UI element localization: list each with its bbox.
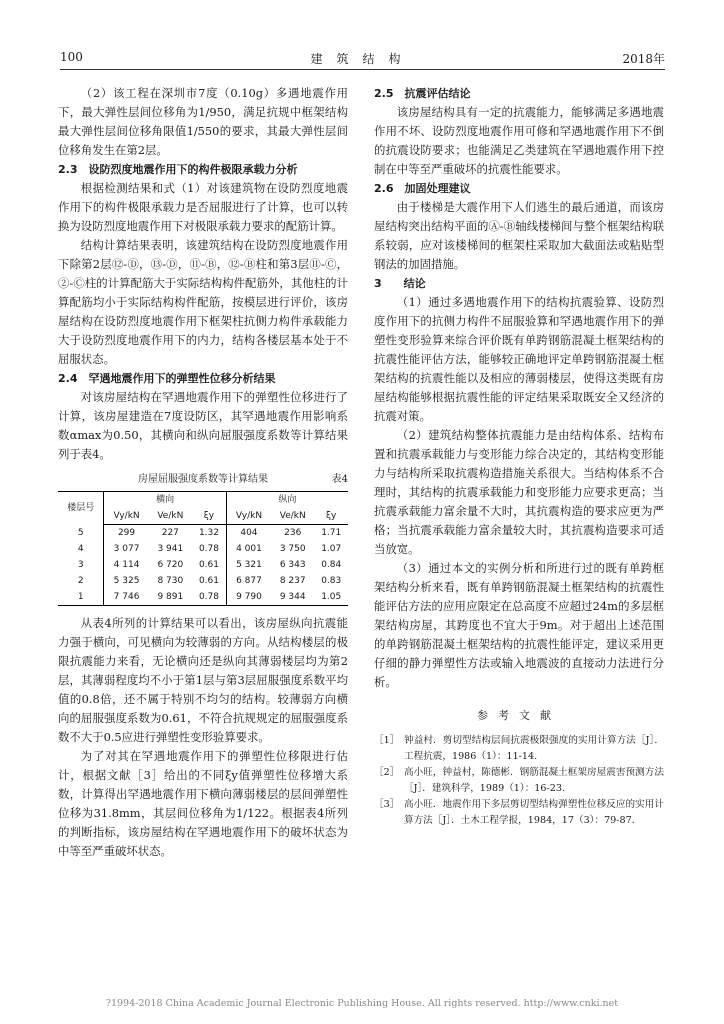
table-cell: 1.05 (314, 589, 348, 606)
reference-text: 高小旺．地震作用下多层剪切型结构弹塑性位移反应的实用计算方法［J］．土木工程学报，1984，17（3）：79-87. (404, 799, 664, 826)
table-cell: 4 114 (113, 560, 140, 570)
paragraph: 对该房屋结构在罕遇地震作用下的弹塑性位移进行了计算，该房屋建造在7度设防区，其罕遇地震作用影响系数αmax为0.50，其横向和纵向屈服强度系数等计算结果列于表4。 (58, 390, 348, 461)
table-cell: 6 720 (157, 560, 184, 570)
paragraph: （2）建筑结构整体抗震能力是由结构体系、结构布置和抗震承载能力与变形能力综合决定的，其结构变形能力与结构所采取抗震构造措施关系很大。当结构体系不合理时，其结构的抗震承载能力和变形能力应要求更高；当抗震承载能力富余量不大时，其抗震构造的要求应更为严格；当抗震承载能力富余量较大时，其抗震构造要求可适当放宽。 (374, 428, 664, 556)
floor-header: 楼层号 (58, 492, 104, 525)
section-heading: 2.5 抗震评估结论 (374, 87, 471, 100)
table-cell: 1.32 (192, 525, 226, 542)
table-cell: 2 (58, 573, 104, 589)
longitudinal-header: 纵向 (226, 492, 348, 509)
table-cell: 5 (58, 525, 104, 542)
table-row (58, 541, 348, 557)
copyright-footer: ?1994-2018 China Academic Journal Electronic Publishing House. All rights reserved. http://www.cnki.net (105, 998, 619, 1009)
header-rule (60, 69, 665, 70)
table-cell: 0.78 (192, 541, 226, 557)
table-cell: 5 325 (113, 576, 140, 586)
table-number: 表4 (331, 474, 348, 485)
section-heading: 2.6 加固处理建议 (374, 182, 471, 195)
paragraph: 从表4所列的计算结果可以看出，该房屋纵向抗震能力强于横向，可见横向为较薄弱的方向。从结构楼层的极限抗震能力来看，无论横向还是纵向其薄弱楼层均为第2层，其薄弱程度均不小于第1层与第3层屈服强度系数平均值的0.8倍，还不属于特别不均匀的结构。较薄弱方向横向的屈服强度系数为0.61，不符合抗规规定的屈服强度系数不大于0.5应进行弹塑性变形验算要求。 (58, 616, 348, 744)
sub-header: Vy/kN (226, 508, 271, 525)
table-cell: 3 941 (157, 544, 184, 554)
reference-item (374, 797, 664, 829)
table-cell: 9 891 (149, 589, 192, 606)
reference-item (374, 765, 664, 797)
paragraph: 结构计算结果表明，该建筑结构在设防烈度地震作用下除第2层⑫-Ⓓ，⑬-Ⓓ，⑪-Ⓑ，⑫-Ⓑ柱和第3层⑪-Ⓒ，②-Ⓒ柱的计算配筋大于实际结构构件配筋外，其他柱的计算配筋均小于实际结构构件配筋，按模层进行评价，该房屋结构在设防烈度地震作用下框架柱抗侧力构件承载能力大于设防烈度地震作用下的内力，结构各楼层基本处于不屈服状态。 (58, 238, 348, 366)
table-cell: 236 (284, 528, 302, 538)
paragraph: （1）通过多遇地震作用下的结构抗震验算、设防烈度作用下的抗侧力构件不屈服验算和罕遇地震作用下的弹塑性变形验算来综合评价既有单跨钢筋混凝土框架结构的抗震性能评估方法，能够较正确地评定单跨钢筋混凝土框架结构的抗震性能以及相应的薄弱楼层，使得这类既有房屋结构能够根据抗震性能的评定结果采取既安全又经济的抗震对策。 (374, 295, 664, 423)
sub-header: ξy (192, 508, 226, 525)
sub-header: Vy/kN (104, 508, 149, 525)
running-header (60, 50, 665, 70)
table-cell: 5 321 (236, 560, 262, 570)
table-cell: 6 343 (279, 560, 306, 570)
reference-number: ［2］ (374, 767, 400, 778)
table-cell: 3 750 (279, 544, 306, 554)
right-column (374, 84, 664, 829)
sub-header: ξy (314, 508, 348, 525)
table-cell: 9 790 (226, 589, 271, 606)
table-cell: 6 877 (236, 576, 262, 586)
page-number: 100 (60, 50, 83, 64)
table-row (58, 589, 348, 606)
transverse-header: 横向 (104, 492, 226, 509)
table-cell: 4 (58, 541, 104, 557)
table-cell: 299 (117, 528, 136, 538)
table-row (58, 573, 348, 589)
paragraph: （2）该工程在深圳市7度（0.10g）多遇地震作用下，最大弹性层间位移角为1/950，满足抗规中框架结构最大弹性层间位移角限值1/550的要求，其最大弹性层间位移角发生在第2层。 (58, 86, 348, 157)
table-cell: 0.61 (192, 573, 226, 589)
table-cell: 9 344 (271, 589, 314, 606)
table-cell: 1.71 (321, 528, 342, 538)
table-cell: 4 001 (236, 544, 262, 554)
table-cell: 0.83 (321, 576, 342, 586)
reference-item (374, 733, 664, 765)
table-row (58, 557, 348, 573)
reference-text: 高小旺，钟益村，陈德彬．钢筋混凝土框架房屋震害预测方法［J］．建筑科学，1989（1）：16-23. (404, 767, 664, 794)
paragraph: 为了对其在罕遇地震作用下的弹塑性位移限进行估计，根据文献［3］给出的不同ξy值弹塑性位移增大系数，计算得出罕遇地震作用下横向薄弱楼层的层间弹塑性位移为31.8mm，其层间位移角为1/122。根据表4所列的判断指标，该房屋结构在罕遇地震作用下的破坏状态为中等至严重破坏状态。 (58, 749, 348, 858)
paragraph: （3）通过本文的实例分析和所进行过的既有单跨框架结构分析来看，既有单跨钢筋混凝土框架结构的抗震性能评估方法的应用应限定在总高度不应超过24m的多层框架结构房屋，其跨度也不宜大于9m。对于超出上述范围的单跨钢筋混凝土框架结构的抗震性能评定，建议采用更仔细的静力弹塑性方法或输入地震波的直接动力法进行分析。 (374, 561, 664, 689)
reference-number: ［1］ (374, 735, 400, 746)
journal-year: 2018年 (622, 52, 665, 66)
section-heading: 3 结论 (374, 277, 426, 290)
yield-strength-table (58, 491, 348, 606)
table-cell: 0.78 (192, 589, 226, 606)
reference-number: ［3］ (374, 799, 400, 810)
table-cell: 1.07 (321, 544, 342, 554)
left-column (58, 84, 348, 861)
table-cell: 227 (161, 528, 179, 538)
table-cell: 8 730 (157, 576, 184, 586)
table-cell: 404 (240, 528, 258, 538)
sub-header: Ve/kN (271, 508, 314, 525)
section-heading: 2.4 罕遇地震作用下的弹塑性位移分析结果 (58, 372, 276, 385)
table-cell: 0.61 (192, 557, 226, 573)
section-heading: 2.3 设防烈度地震作用下的构件极限承载力分析 (58, 163, 298, 176)
table-cell: 0.84 (321, 560, 342, 570)
journal-title: 建筑结构 (310, 52, 415, 66)
table-cell: 7 746 (104, 589, 149, 606)
references-heading: 参考文献 (477, 709, 561, 722)
table-cell: 1 (58, 589, 104, 606)
table-title: 房屋屈服强度系数等计算结果 (138, 474, 268, 485)
reference-text: 钟益村．剪切型结构层间抗震极限强度的实用计算方法［J］．工程抗震，1986（1）：11-14. (404, 735, 664, 762)
table-cell: 3 077 (113, 544, 140, 554)
table-cell: 8 237 (279, 576, 306, 586)
paragraph: 根据检测结果和式（1）对该建筑物在设防烈度地震作用下的构件极限承载力是否屈服进行了计算，也可以转换为设防烈度地震作用下对极限承载力要求的配筋计算。 (58, 181, 348, 233)
paragraph: 该房屋结构具有一定的抗震能力，能够满足多遇地震作用不坏、设防烈度地震作用可修和罕遇地震作用下不倒的抗震设防要求；也能满足乙类建筑在罕遇地震作用下控制在中等至严重破坏的抗震性能要求。 (374, 105, 664, 176)
table-caption (58, 470, 348, 489)
table-row (58, 525, 348, 542)
paragraph: 由于楼梯是大震作用下人们逃生的最后通道，而该房屋结构突出结构平面的Ⓐ-Ⓑ轴线楼梯间与整个框架结构联系较弱，应对该楼梯间的框架柱采取加大截面法或粘贴型钢法的加固措施。 (374, 200, 664, 271)
sub-header: Ve/kN (149, 508, 192, 525)
table-cell: 3 (58, 557, 104, 573)
